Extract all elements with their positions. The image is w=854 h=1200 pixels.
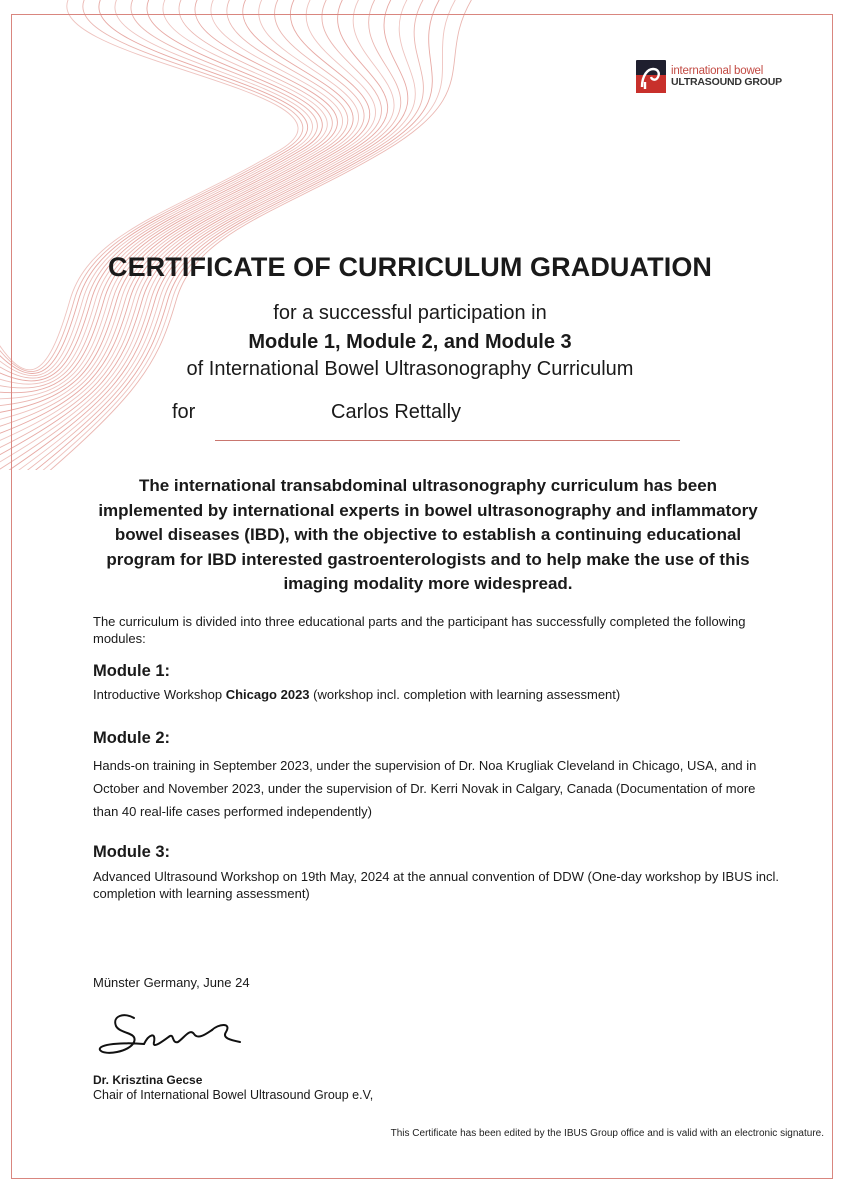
module-1-heading: Module 1: xyxy=(93,662,170,680)
module-3-text: Advanced Ultrasound Workshop on 19th May, 2024 at the annual convention of DDW (One-day workshop by IBUS incl. completion with learning assessment) xyxy=(93,869,779,901)
module-1-text-end: (workshop incl. completion with learning assessment) xyxy=(309,687,621,702)
handwritten-signature xyxy=(94,1004,254,1066)
name-underline xyxy=(215,440,680,441)
module-3-heading: Module 3: xyxy=(93,843,170,861)
certificate-title: CERTIFICATE OF CURRICULUM GRADUATION xyxy=(107,252,713,282)
participation-line: for a successful participation in xyxy=(273,302,547,324)
organization-logo xyxy=(636,60,782,93)
module-1-text-bold: Chicago 2023 xyxy=(225,687,310,702)
curriculum-statement: The international transabdominal ultrasonography curriculum has been implemented by international experts in bowel ultrasonography and inflammatory bowel diseases (IBD), with the objective to establish a continuing educational program for IBD interested gastroenterologists and to help make the use of this imaging modality more widespread. xyxy=(98,476,758,593)
signatory-name: Dr. Krisztina Gecse xyxy=(93,1073,203,1087)
module-1-text xyxy=(93,687,620,703)
recipient-name: Carlos Rettally xyxy=(331,401,462,423)
modules-line: Module 1, Module 2, and Module 3 xyxy=(248,331,572,353)
footer-note: This Certificate has been edited by the IBUS Group office and is valid with an electronic signature. xyxy=(390,1128,824,1139)
logo-line-1: international bowel xyxy=(671,64,764,77)
place-and-date: Münster Germany, June 24 xyxy=(93,975,250,990)
module-2-heading: Module 2: xyxy=(93,729,170,747)
module-2-text: Hands-on training in September 2023, under the supervision of Dr. Noa Krugliak Cleveland in Chicago, USA, and in October and November 2023, under the supervision of Dr. Kerri Novak in Calgary, Canada (Documentation of more than 40 real-life cases performed independently) xyxy=(93,758,757,819)
ibus-logo-icon xyxy=(636,60,666,93)
signatory-role: Chair of International Bowel Ultrasound Group e.V, xyxy=(93,1088,374,1102)
module-1-text-start: Introductive Workshop xyxy=(93,687,226,702)
curriculum-line: of International Bowel Ultrasonography Curriculum xyxy=(186,358,634,380)
for-label: for xyxy=(172,401,196,423)
curriculum-intro: The curriculum is divided into three educational parts and the participant has successfully completed the following modules: xyxy=(93,614,746,646)
logo-line-2: ULTRASOUND GROUP xyxy=(671,75,782,88)
